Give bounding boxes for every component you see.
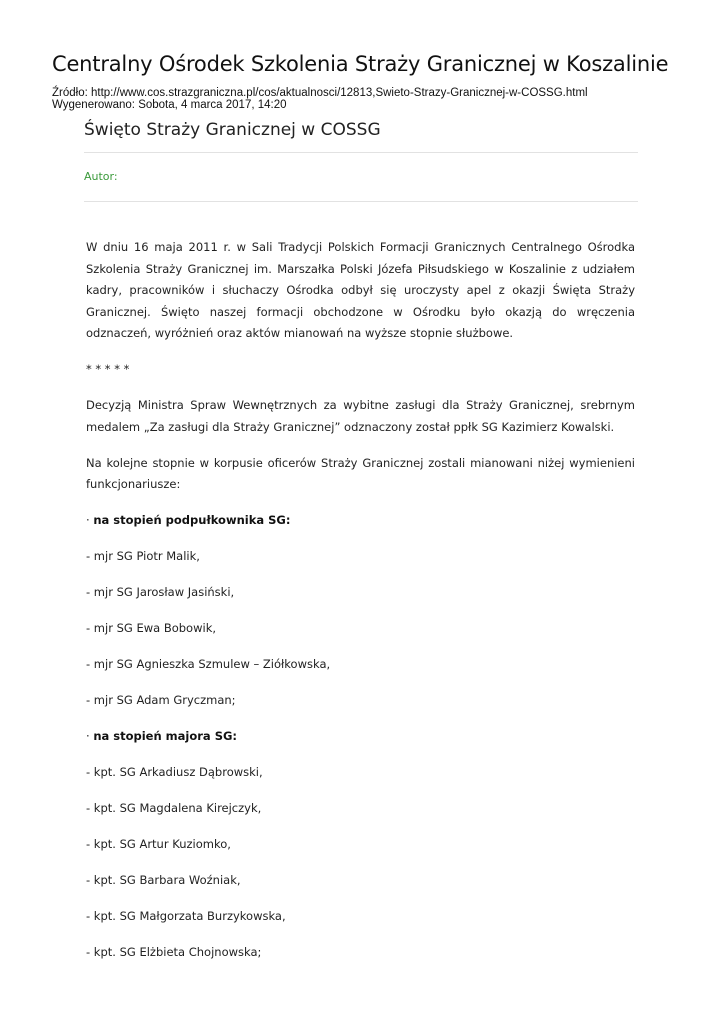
generated-date: Wygenerowano: Sobota, 4 marca 2017, 14:20	[52, 99, 287, 111]
bullet: ·	[86, 513, 94, 527]
separator: * * * * *	[86, 362, 130, 376]
article-body	[86, 237, 635, 978]
group-heading-label: na stopień majora SG:	[93, 729, 238, 743]
list-item: - kpt. SG Małgorzata Burzykowska,	[86, 909, 286, 923]
list-item: - mjr SG Ewa Bobowik,	[86, 621, 217, 635]
article-title: Święto Straży Granicznej w COSSG	[84, 120, 381, 140]
document-meta	[52, 87, 588, 111]
title-divider	[84, 152, 638, 153]
author-divider	[84, 201, 638, 202]
group-heading	[86, 510, 635, 532]
list-item: - mjr SG Jarosław Jasiński,	[86, 585, 235, 599]
promotion-group-mjr	[86, 726, 635, 964]
list-item: - kpt. SG Magdalena Kirejczyk,	[86, 801, 262, 815]
intro-paragraph: W dniu 16 maja 2011 r. w Sali Tradycji Polskich Formacji Granicznych Centralnego Ośrodka Szkolenia Straży Granicznej im. Marszałka Polski Józefa Piłsudskiego w Koszalinie z udziałem kadry, pracowników i słuchaczy Ośrodka odbył się uroczysty apel z okazji Święta Straży Granicznej. Święto naszej formacji obchodzone w Ośrodku było okazją do wręczenia odznaczeń, wyróżnień oraz aktów mianowań na wyższe stopnie służbowe.	[86, 240, 635, 340]
list-item: - kpt. SG Elżbieta Chojnowska;	[86, 945, 262, 959]
group-heading-label: na stopień podpułkownika SG:	[93, 513, 291, 527]
source-url: Źródło: http://www.cos.strazgraniczna.pl/cos/aktualnosci/12813,Swieto-Strazy-Granicznej-w-COSSG.html	[52, 87, 588, 99]
list-item: - kpt. SG Arkadiusz Dąbrowski,	[86, 765, 263, 779]
decision-paragraph: Decyzją Ministra Spraw Wewnętrznych za wybitne zasługi dla Straży Granicznej, srebrnym medalem „Za zasługi dla Straży Granicznej” odznaczony został ppłk SG Kazimierz Kowalski.	[86, 398, 635, 434]
list-item: - mjr SG Agnieszka Szmulew – Ziółkowska,	[86, 657, 331, 671]
promotion-group-ppłk	[86, 510, 635, 712]
author-label: Autor:	[84, 170, 118, 183]
group-heading	[86, 726, 635, 748]
promotions-paragraph: Na kolejne stopnie w korpusie oficerów Straży Granicznej zostali mianowani niżej wymienieni funkcjonariusze:	[86, 455, 635, 491]
list-item: - kpt. SG Barbara Woźniak,	[86, 873, 241, 887]
bullet: ·	[86, 729, 94, 743]
list-item: - mjr SG Adam Gryczman;	[86, 693, 236, 707]
list-item: - mjr SG Piotr Malik,	[86, 549, 200, 563]
site-title: Centralny Ośrodek Szkolenia Straży Granicznej w Koszalinie	[52, 52, 669, 76]
list-item: - kpt. SG Artur Kuziomko,	[86, 837, 231, 851]
